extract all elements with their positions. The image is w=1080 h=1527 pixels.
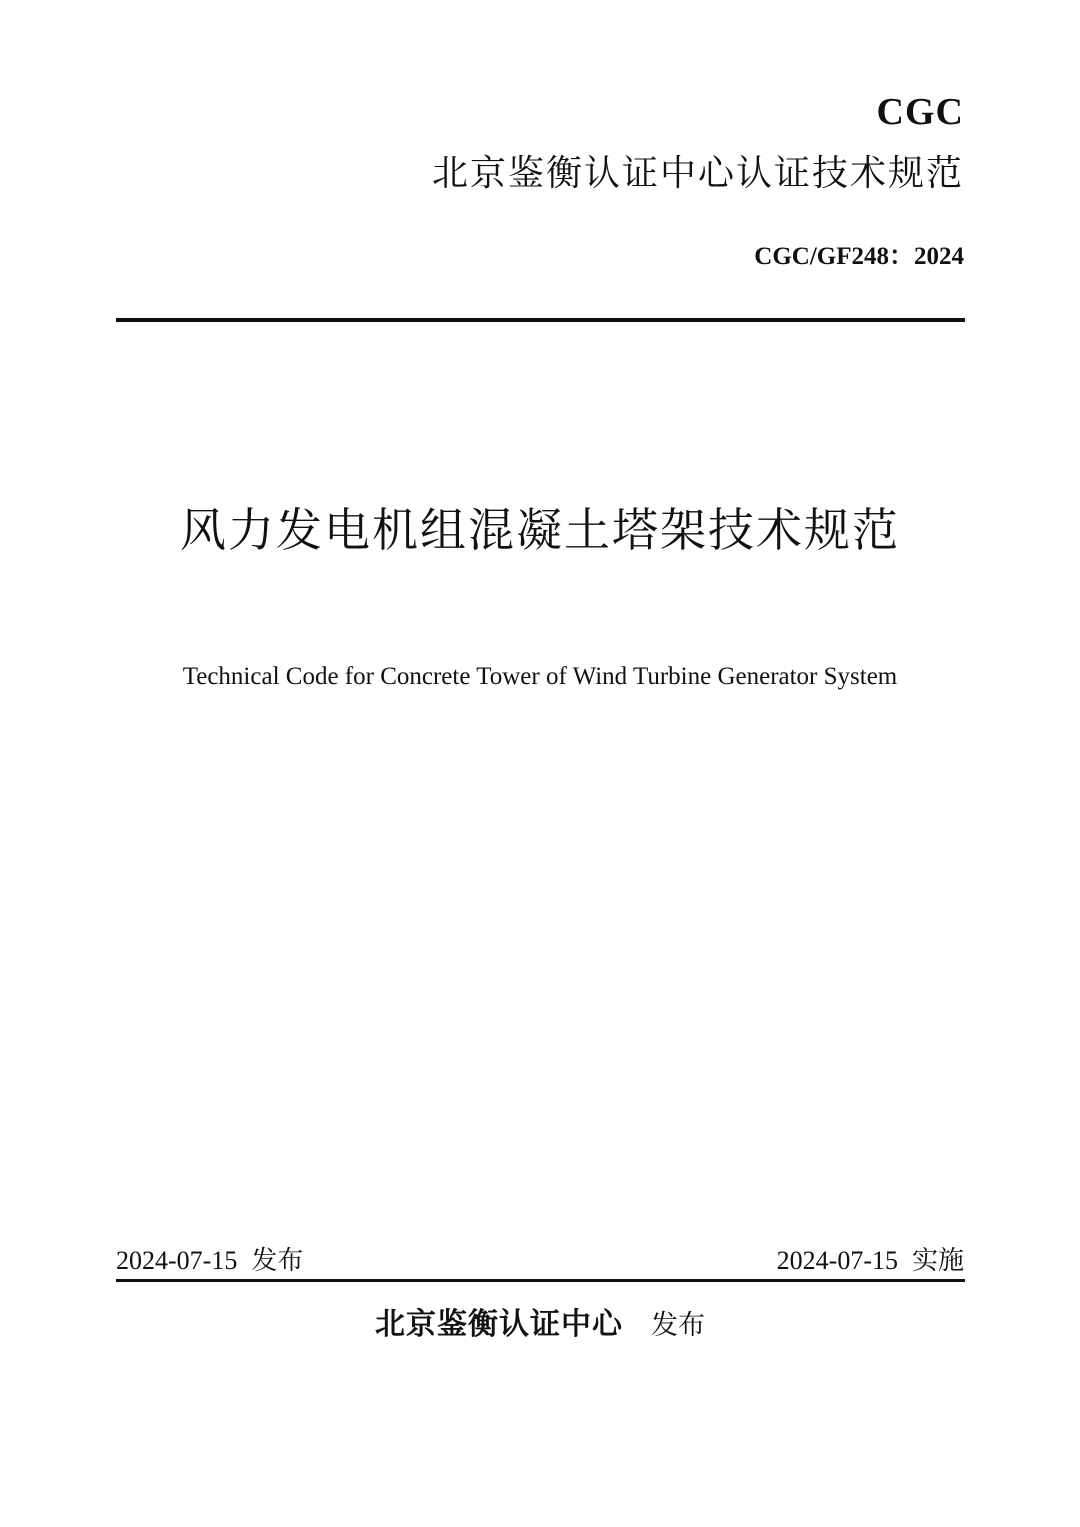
document-code: CGC/GF248：2024: [754, 243, 964, 270]
series-title: 北京鉴衡认证中心认证技术规范: [431, 153, 964, 193]
publisher-line: [0, 1310, 1080, 1340]
publisher-action: 发布: [651, 1310, 705, 1340]
publish-date: 2024-07-15: [116, 1246, 238, 1275]
brand-mark: CGC: [876, 91, 964, 133]
publisher-organization: 北京鉴衡认证中心: [375, 1308, 623, 1341]
implement-date: 2024-07-15: [776, 1246, 898, 1275]
document-title-english: Technical Code for Concrete Tower of Wind Turbine Generator System: [182, 663, 898, 690]
implement-label: 实施: [911, 1246, 964, 1275]
publish-label: 发布: [251, 1246, 304, 1275]
implement-date-line: [777, 1248, 964, 1274]
bottom-divider: [116, 1279, 965, 1282]
publish-date-line: [116, 1248, 303, 1274]
top-divider: [116, 318, 965, 322]
document-title-chinese: 风力发电机组混凝土塔架技术规范: [180, 505, 900, 556]
